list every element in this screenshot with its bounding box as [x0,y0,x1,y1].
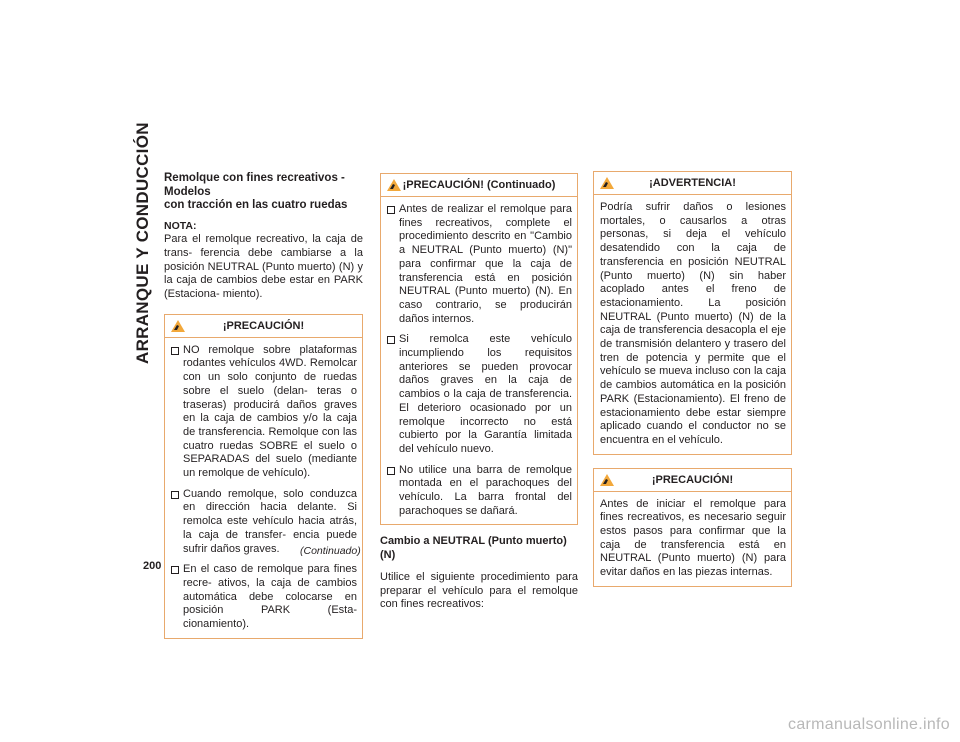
caution-body [594,492,791,586]
list-item: NO remolque sobre plataformas rodantes vehículos 4WD. Remolcar con un solo conjunto de ruedas sobre el suelo (delan- teras o traseras) producirá daños graves en la caja de cambios y/o la caja de transferencia. Remolque con las cuatro ruedas SOBRE el suelo o SEPARADAS del suelo (mediante un remolque de vehículo). [171,344,357,481]
column-2 [380,173,578,612]
watermark: carmanualsonline.info [788,716,950,733]
subheading: Cambio a NEUTRAL (Punto muerto) (N) [380,535,567,562]
column-3 [593,171,792,587]
note-label: NOTA: [164,219,197,232]
warning-body [594,195,791,454]
checkbox-square-icon [387,467,395,475]
caution-text: Antes de iniciar el remolque para fines recreativos, es necesario seguir estos pasos para confirmar que la caja de transferencia está en NEUTRAL (Punto muerto) (N) para evitar daños en las piezas internas. [600,497,786,579]
checkbox-square-icon [171,566,179,574]
caution-box [164,314,363,639]
checkbox-square-icon [171,491,179,499]
warning-triangle-icon [170,319,186,333]
list-item: No utilice una barra de remolque montada en el parachoques del vehículo. La barra frontal del parachoques se dañará. [387,464,572,519]
caution-title: ¡PRECAUCIÓN! [651,473,734,486]
page-number: 200 [143,560,162,572]
section-side-title: ARRANQUE Y CONDUCCIÓN [133,122,152,364]
warning-text: Podría sufrir daños o lesiones mortales, o causarlos a otras personas, si deja el vehículo desatendido con la caja de transferencia en posición NEUTRAL (Punto muerto) (N) sin haber acoplado antes el freno de estacionamiento. La posición NEUTRAL (Punto muerto) (N) de la caja de transferencia desacopla el eje de transmisión delantero y trasero del tren de potencia y permite que el vehículo se mueva incluso con la caja de cambios automática en la posición PARK (Estacionamiento). El freno de estacionamiento debe estar siempre aplicado cuando el conductor no se encuentra en el vehículo. [600,201,786,446]
warning-title: ¡ADVERTENCIA! [649,177,736,189]
caution-title: ¡PRECAUCIÓN! (Continuado) [402,179,556,191]
checkbox-square-icon [171,347,179,355]
caution-body [165,338,362,638]
caution-header [381,174,577,197]
column-1 [164,172,363,639]
caution-continued-box [380,173,578,525]
warning-triangle-icon [386,178,402,192]
warning-header [594,172,791,195]
list-item: Antes de realizar el remolque para fines recreativos, complete el procedimiento descrito en "Cambio a NEUTRAL (Punto muerto) (N)" para confirmar que la caja de transferencia está en posición NEUTRAL (Punto muerto) (N). En caso contrario, se producirán daños internos. [387,203,572,326]
caution-header [594,469,791,492]
checkbox-square-icon [387,336,395,344]
list-item: Si remolca este vehículo incumpliendo los requisitos anteriores se pueden provocar daños graves en la caja de cambios o la caja de transferencia. El deterioro ocasionado por un remolque incorrecto no está cubierto por la Garantía limitada del vehículo nuevo. [387,333,572,456]
caution-body [381,197,577,524]
warning-box [593,171,792,455]
warning-triangle-icon [599,473,615,487]
note-text: Para el remolque recreativo, la caja de trans- ferencia debe cambiarse a la posición NEUTRAL (Punto muerto) (N) y la caja de cambios debe estar en PARK (Estaciona- miento). [164,233,363,301]
caution-header [165,315,362,338]
list-item: En el caso de remolque para fines recre- ativos, la caja de cambios automática debe colocarse en posición PARK (Esta- cionamiento). [171,563,357,632]
checkbox-square-icon [387,206,395,214]
warning-triangle-icon [599,176,615,190]
caution-title: ¡PRECAUCIÓN! [222,319,305,332]
section-title: Remolque con fines recreativos - Modelos con tracción en las cuatro ruedas [164,172,348,211]
continued-label: (Continuado) [300,545,361,557]
list-item: Cuando remolque, solo conduzca en dirección hacia delante. Si remolca este vehículo hacia atrás, la caja de transfer- encia puede sufrir daños graves. [171,488,357,557]
body-paragraph: Utilice el siguiente procedimiento para preparar el vehículo para el remolque con fines recreativos: [380,570,578,611]
caution-box [593,468,792,587]
